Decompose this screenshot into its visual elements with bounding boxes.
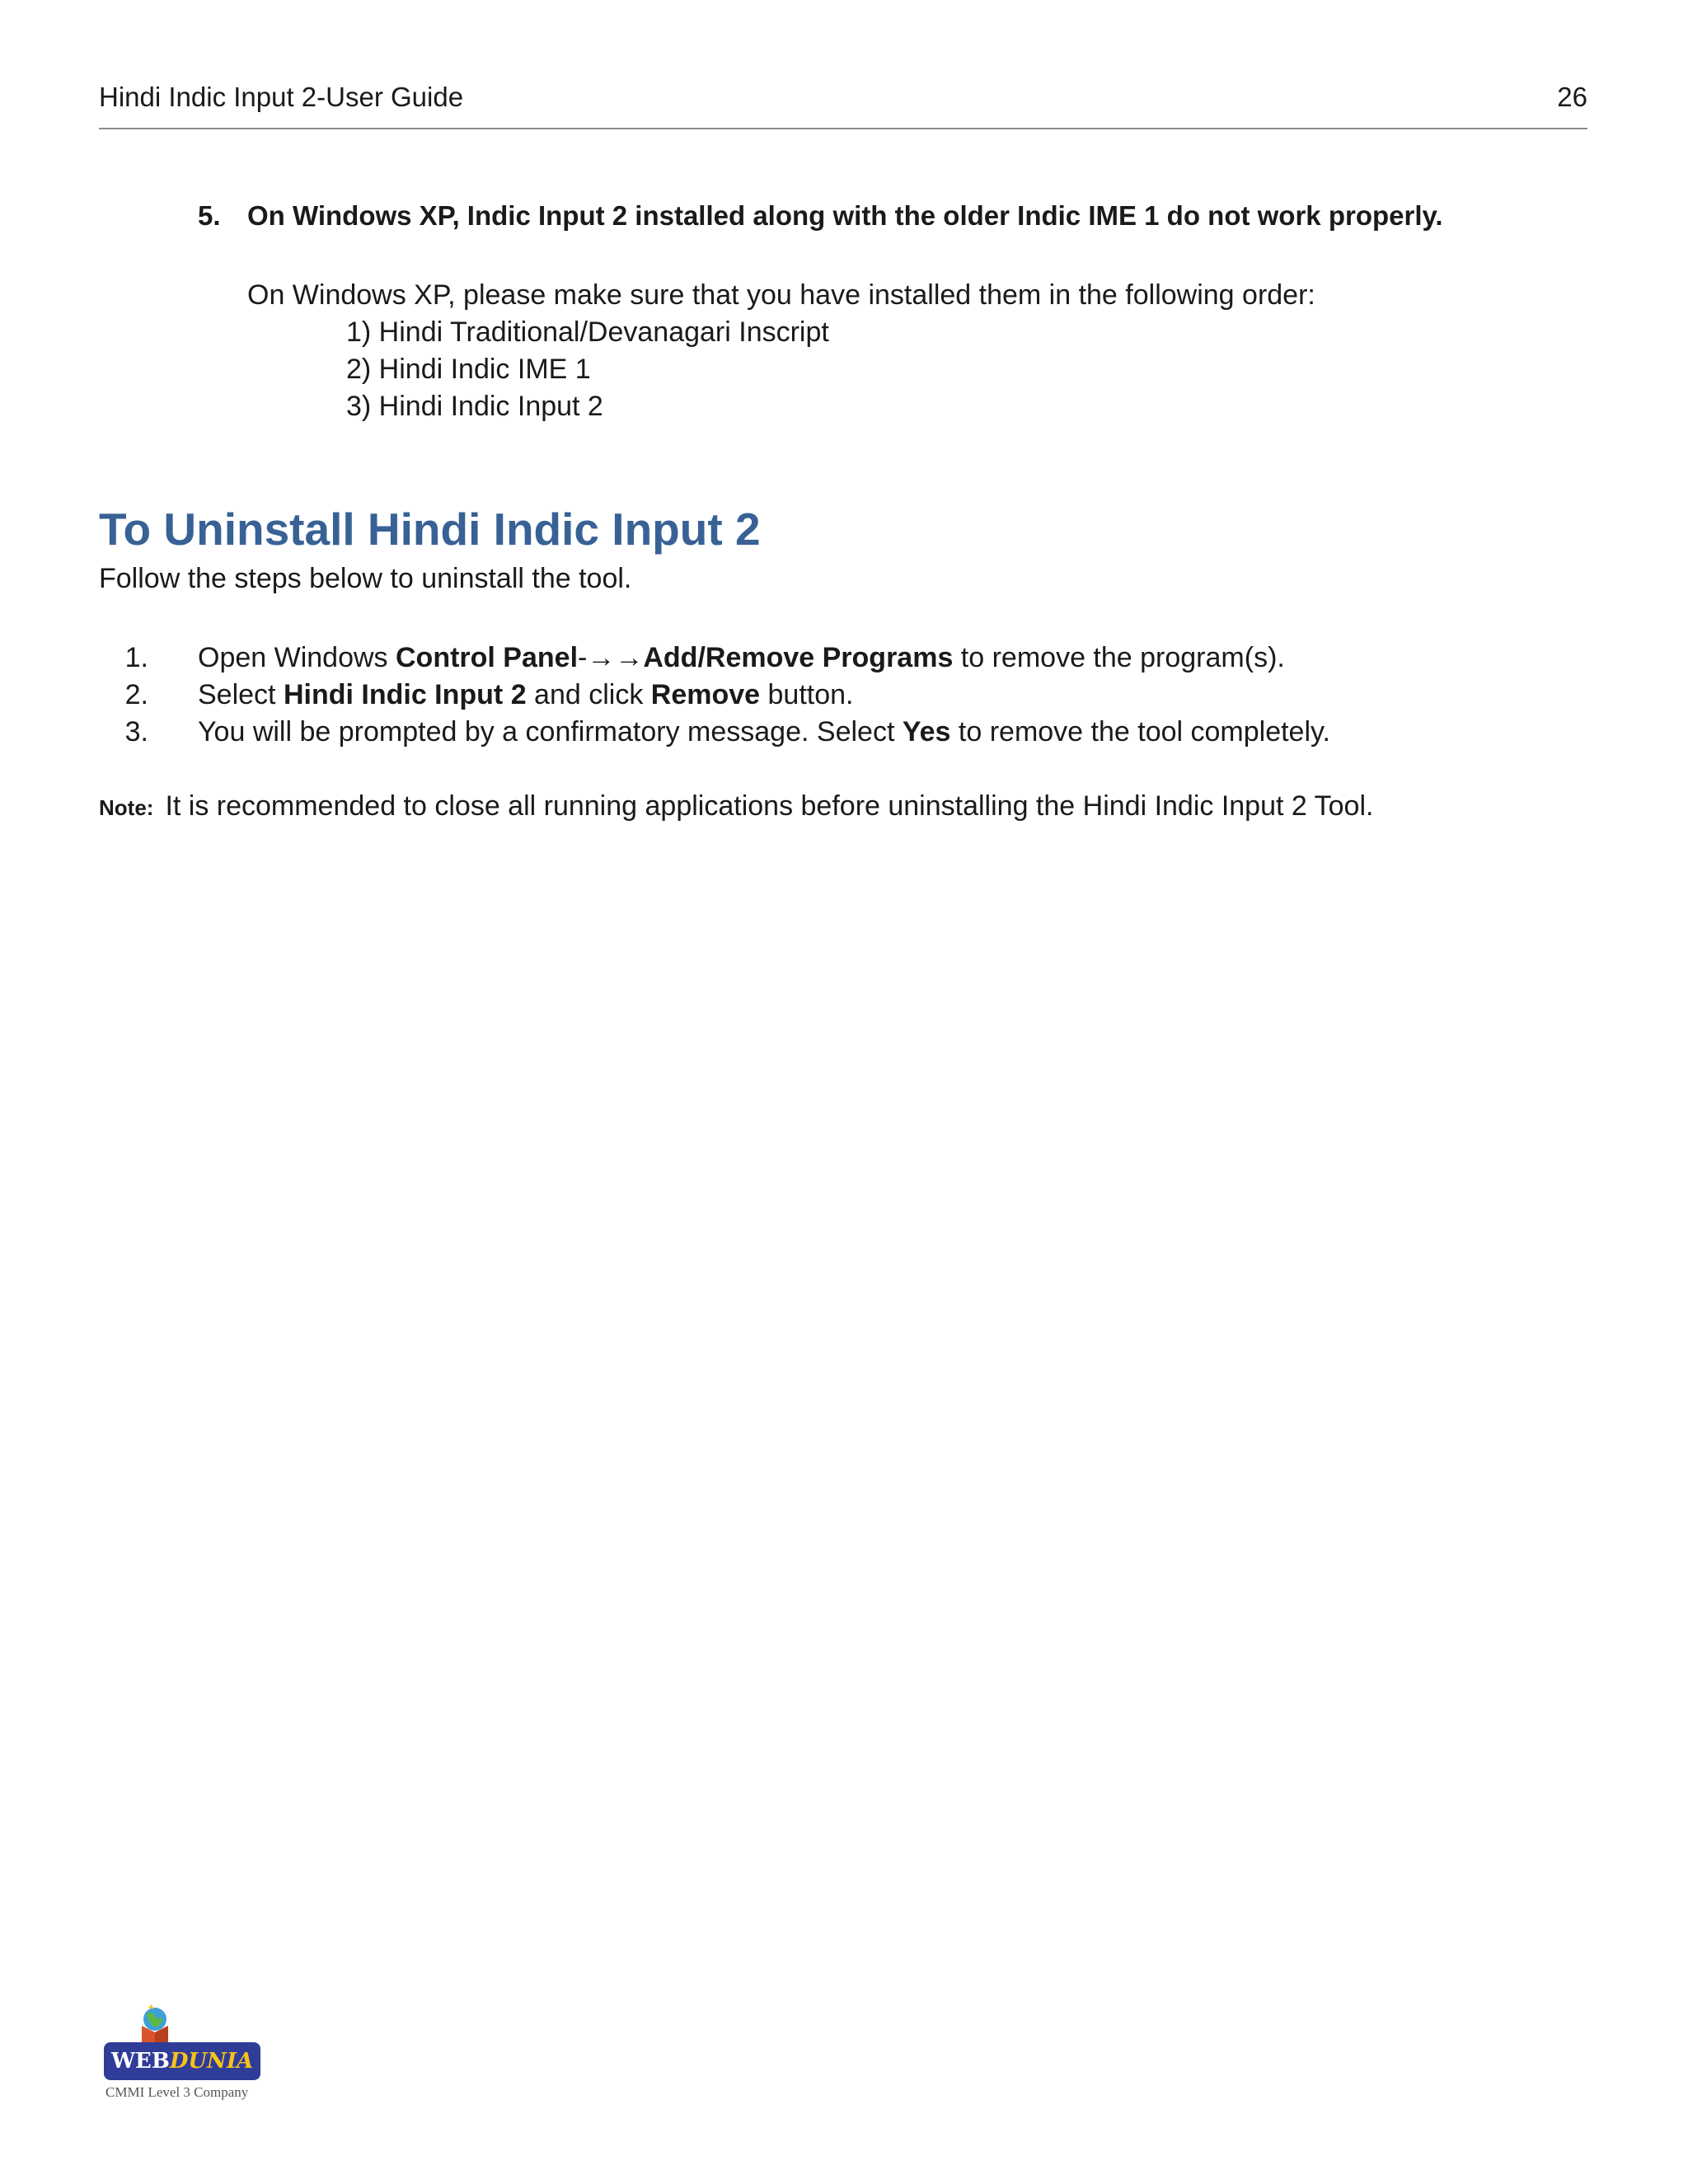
step-number: 1. [124, 642, 148, 673]
webdunia-logo [104, 2004, 269, 2103]
note-label: Note: [99, 795, 154, 820]
step-text: Open Windows Control Panel-→→Add/Remove Programs to remove the program(s). [198, 642, 1285, 673]
header-divider [99, 128, 1587, 129]
logo-caption: CMMI Level 3 Company [106, 2084, 249, 2100]
step-number: 3. [124, 716, 148, 748]
step-number: 2. [124, 679, 148, 710]
uninstall-steps [99, 640, 1566, 751]
step-text: You will be prompted by a confirmatory message. Select Yes to remove the tool completely. [198, 716, 1330, 748]
note [99, 788, 1373, 827]
faq-question-number: 5. [198, 200, 221, 231]
faq-question [198, 198, 1550, 234]
uninstall-step [99, 677, 1566, 714]
uninstall-step [99, 640, 1566, 677]
faq-answer-intro: On Windows XP, please make sure that you have installed them in the following order: [247, 279, 1315, 311]
install-order-item: 3) Hindi Indic Input 2 [346, 391, 603, 422]
faq-question-text: On Windows XP, Indic Input 2 installed along with the older Indic IME 1 do not work properly. [247, 200, 1443, 231]
logo-wordmark: WEBDUNIA [104, 2042, 260, 2080]
install-order-item: 2) Hindi Indic IME 1 [346, 354, 591, 385]
page-number: 26 [1557, 82, 1587, 112]
uninstall-step [99, 714, 1566, 751]
section-intro: Follow the steps below to uninstall the tool. [99, 563, 632, 594]
faq-answer [247, 277, 1550, 425]
note-text: It is recommended to close all running applications before uninstalling the Hindi Indic Input 2 Tool. [165, 790, 1374, 822]
faq-item [198, 198, 1550, 425]
section-heading: To Uninstall Hindi Indic Input 2 [99, 504, 761, 555]
header-title: Hindi Indic Input 2-User Guide [99, 82, 464, 112]
install-order-item: 1) Hindi Traditional/Devanagari Inscript [346, 316, 829, 348]
page-header [99, 79, 1587, 129]
install-order-list [346, 314, 1550, 425]
step-text: Select Hindi Indic Input 2 and click Remove button. [198, 679, 854, 710]
